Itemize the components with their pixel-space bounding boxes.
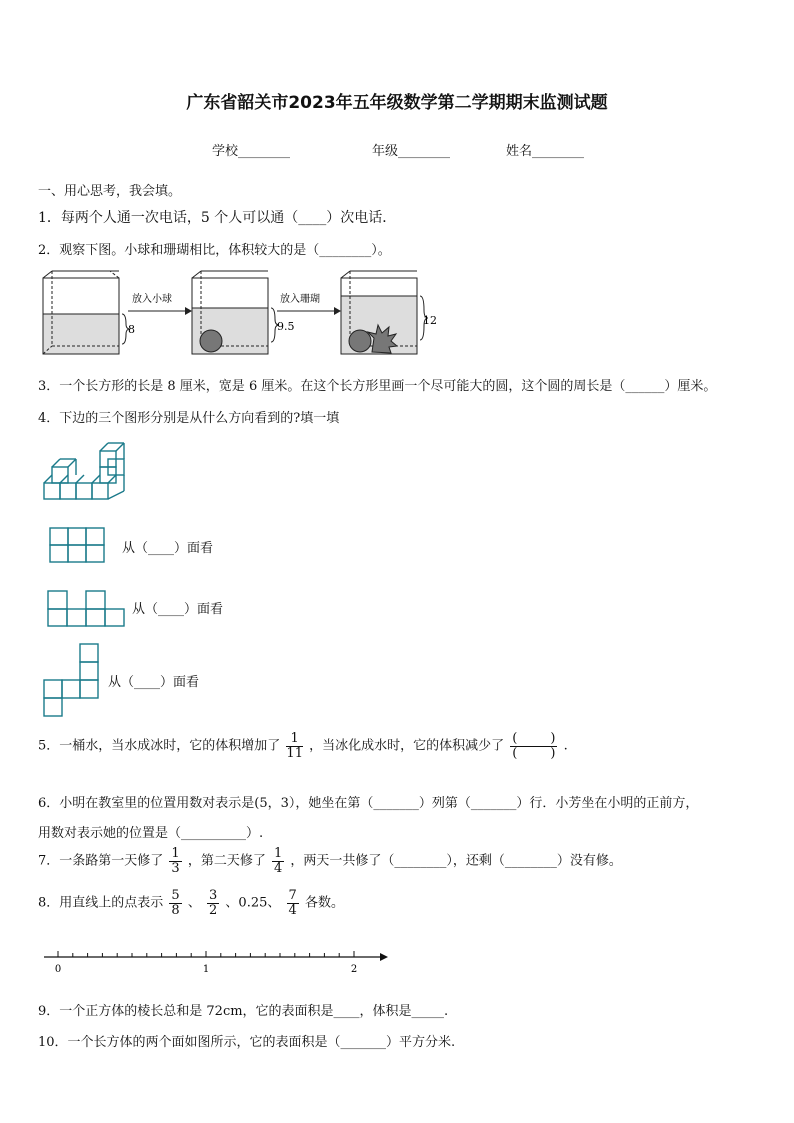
page-title: 广东省韶关市2023年五年级数学第二学期期末监测试题 [186,93,608,113]
container-3 [341,271,437,354]
question-4: 4．下边的三个图形分别是从什么方向看到的?填一填 [38,411,340,426]
fraction-1-3 [169,847,181,875]
level-2-label: 9.5 [277,320,295,333]
fraction-1-11 [286,732,303,760]
q5-text-1: 5．一桶水，当水成冰时，它的体积增加了 [38,738,281,754]
container-2 [192,271,295,354]
separator: 、0.25、 [225,895,281,911]
fraction-numerator: 5 [171,888,180,903]
fraction-denominator: 3 [171,860,180,876]
question-6-line-2: 用数对表示她的位置是（__________）. [38,826,264,841]
blank-numerator: ( ) [512,731,556,746]
fraction-denominator: 11 [286,745,303,761]
view-3-label: 从（____）面看 [108,675,200,690]
view-1-label: 从（____）面看 [122,541,214,556]
q8-text-1: 8．用直线上的点表示 [38,895,164,911]
view-1-grid [48,526,108,564]
ball-icon [349,330,371,352]
fraction-numerator: 1 [171,846,180,861]
question-1: 1．每两个人通一次电话，5 个人可以通（____）次电话． [38,210,397,226]
container-1 [43,271,135,354]
fraction-denominator: 4 [288,902,297,918]
grade-field: 年级________ [372,144,451,159]
section-heading: 一、用心思考，我会填。 [38,184,182,199]
q7-text-3: ，两天一共修了（________），还剩（________）没有修。 [290,853,622,869]
ball-icon [200,330,222,352]
q5-end: . [563,738,568,754]
view-3-grid [42,642,104,718]
fraction-1-4 [272,847,284,875]
water-container-figure [40,270,440,360]
arrow-2-label: 放入珊瑚 [280,294,320,305]
number-line [40,948,390,978]
fraction-denominator: 4 [274,860,283,876]
view-2-grid [46,589,126,629]
tick-label-0: 0 [54,964,62,975]
fraction-numerator: 7 [288,888,297,903]
fraction-7-4 [287,889,299,917]
name-field: 姓名________ [506,144,585,159]
fraction-5-8 [169,889,181,917]
question-2: 2．观察下图。小球和珊瑚相比，体积较大的是（________）。 [38,243,391,258]
q5-text-2: ，当冰化成水时，它的体积减少了 [309,738,505,754]
question-5 [38,732,568,760]
level-1-label: 8 [128,323,135,336]
question-3: 3．一个长方形的长是 8 厘米，宽是 6 厘米。在这个长方形里画一个尽可能大的圆，这个圆的周长是（______）厘米。 [38,379,717,394]
tick-label-1: 1 [202,964,210,975]
question-7 [38,847,622,875]
q8-text-2: 各数。 [304,895,344,911]
school-field: 学校________ [212,144,291,159]
fraction-3-2 [207,889,219,917]
question-6-line-1: 6．小明在教室里的位置用数对表示是(5，3），她坐在第（_______）列第（_______）行．小芳坐在小明的正前方， [38,796,699,811]
arrow-1-label: 放入小球 [132,294,172,305]
fraction-numerator: 1 [274,846,283,861]
question-9: 9．一个正方体的棱长总和是 72cm，它的表面积是____，体积是_____. [38,1004,449,1019]
question-10: 10．一个长方体的两个面如图所示，它的表面积是（_______）平方分米. [38,1035,456,1050]
tick-label-2: 2 [350,964,358,975]
level-3-label: 12 [423,314,437,327]
fraction-numerator: 1 [286,732,303,747]
answer-fraction-blank [510,732,557,760]
q7-text-2: ，第二天修了 [187,853,266,869]
fraction-denominator: 8 [171,902,180,918]
blank-denominator: ( ) [512,745,556,761]
view-2-label: 从（____）面看 [132,602,224,617]
cube-structure [40,440,140,502]
q7-text-1: 7．一条路第一天修了 [38,853,164,869]
fraction-numerator: 3 [209,888,218,903]
separator: 、 [187,895,201,911]
question-8 [38,889,344,917]
fraction-denominator: 2 [209,902,218,918]
